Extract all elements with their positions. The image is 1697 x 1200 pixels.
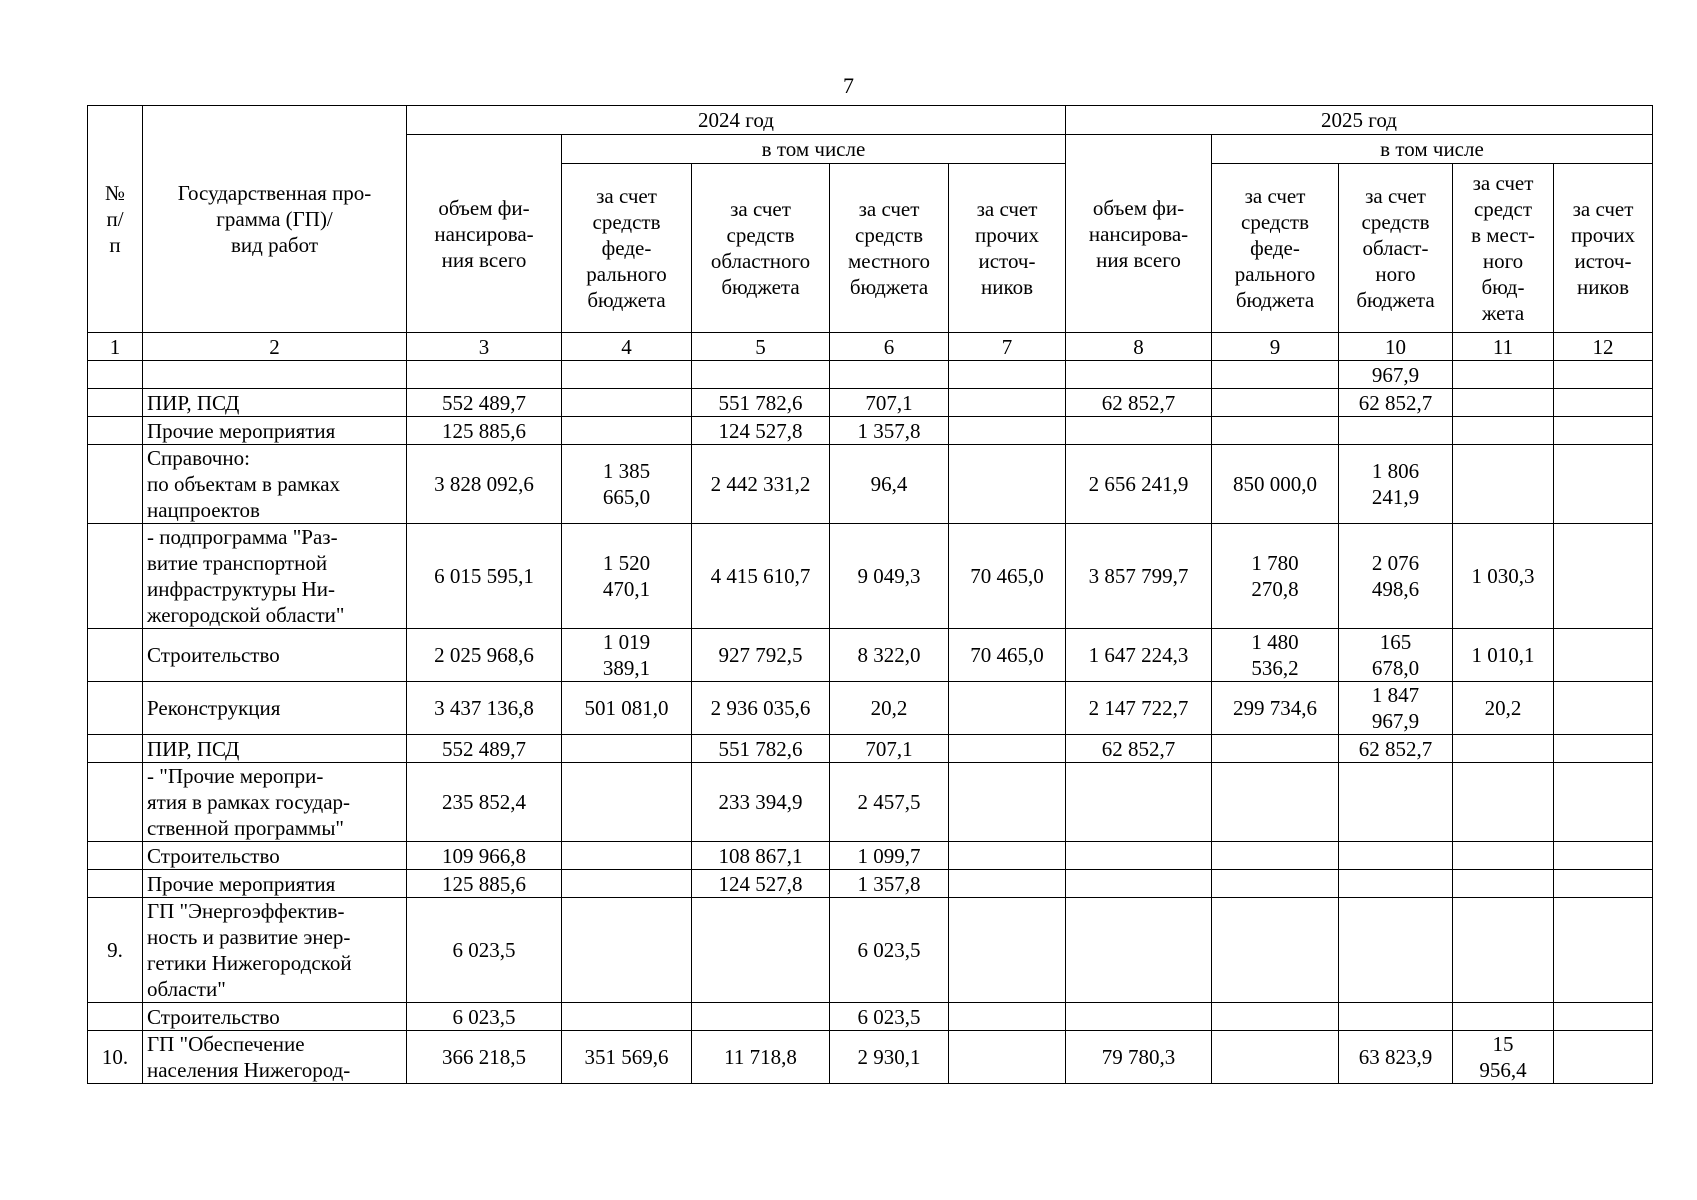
header-2025-federal: за счет средств феде- рального бюджета bbox=[1212, 164, 1339, 333]
table-cell bbox=[88, 870, 143, 898]
table-cell bbox=[88, 682, 143, 735]
header-2024-federal: за счет средств феде- рального бюджета bbox=[562, 164, 692, 333]
table-cell: 70 465,0 bbox=[949, 524, 1066, 629]
table-cell: 63 823,9 bbox=[1339, 1031, 1453, 1084]
column-number: 4 bbox=[562, 333, 692, 361]
table-cell bbox=[949, 445, 1066, 524]
table-cell bbox=[1212, 1031, 1339, 1084]
table-cell: 235 852,4 bbox=[407, 763, 562, 842]
table-cell bbox=[830, 361, 949, 389]
header-year-2024: 2024 год bbox=[407, 106, 1066, 135]
table-cell: 4 415 610,7 bbox=[692, 524, 830, 629]
column-number: 8 bbox=[1066, 333, 1212, 361]
table-cell bbox=[949, 361, 1066, 389]
table-row bbox=[88, 389, 1653, 417]
table-cell bbox=[1554, 842, 1653, 870]
table-cell bbox=[949, 389, 1066, 417]
table-cell bbox=[562, 842, 692, 870]
table-cell bbox=[1066, 870, 1212, 898]
table-cell: 20,2 bbox=[1453, 682, 1554, 735]
table-row bbox=[88, 870, 1653, 898]
table-cell: 1 357,8 bbox=[830, 417, 949, 445]
table-cell: 1 099,7 bbox=[830, 842, 949, 870]
table-cell bbox=[949, 735, 1066, 763]
table-cell: 108 867,1 bbox=[692, 842, 830, 870]
header-2024-regional: за счет средств областного бюджета bbox=[692, 164, 830, 333]
table-cell bbox=[1554, 870, 1653, 898]
table-cell bbox=[88, 389, 143, 417]
table-cell: 552 489,7 bbox=[407, 735, 562, 763]
table-cell bbox=[1339, 842, 1453, 870]
row-name-cell: ГП "Обеспечение населения Нижегород- bbox=[143, 1031, 407, 1084]
table-cell bbox=[1554, 629, 1653, 682]
table-cell bbox=[949, 1031, 1066, 1084]
table-cell: 62 852,7 bbox=[1066, 735, 1212, 763]
table-cell bbox=[562, 1003, 692, 1031]
table-cell: 299 734,6 bbox=[1212, 682, 1339, 735]
table-cell: 707,1 bbox=[830, 735, 949, 763]
table-cell bbox=[1554, 389, 1653, 417]
table-cell bbox=[1212, 389, 1339, 417]
header-2025-regional: за счет средств област- ного бюджета bbox=[1339, 164, 1453, 333]
table-cell bbox=[949, 842, 1066, 870]
table-cell: 3 857 799,7 bbox=[1066, 524, 1212, 629]
table-cell: 79 780,3 bbox=[1066, 1031, 1212, 1084]
table-cell bbox=[1066, 361, 1212, 389]
row-name-cell: - подпрограмма "Раз- витие транспортной инфраструктуры Ни- жегородской области" bbox=[143, 524, 407, 629]
table-cell bbox=[949, 682, 1066, 735]
table-cell: 1 780 270,8 bbox=[1212, 524, 1339, 629]
table-cell bbox=[1212, 763, 1339, 842]
header-2025-total: объем фи- нансирова- ния всего bbox=[1066, 135, 1212, 333]
table-row bbox=[88, 361, 1653, 389]
row-name-cell: ГП "Энергоэффектив- ность и развитие энер- гетики Нижегородской области" bbox=[143, 898, 407, 1003]
table-row bbox=[88, 417, 1653, 445]
table-cell bbox=[692, 1003, 830, 1031]
table-cell: 1 847 967,9 bbox=[1339, 682, 1453, 735]
table-cell bbox=[562, 389, 692, 417]
header-2025-local: за счет средст в мест- ного бюд- жета bbox=[1453, 164, 1554, 333]
table-cell bbox=[1554, 1003, 1653, 1031]
table-cell: 124 527,8 bbox=[692, 417, 830, 445]
table-cell bbox=[1212, 898, 1339, 1003]
table-cell: 1 357,8 bbox=[830, 870, 949, 898]
table-cell bbox=[949, 870, 1066, 898]
table-cell bbox=[1212, 417, 1339, 445]
table-cell: 62 852,7 bbox=[1339, 389, 1453, 417]
table-cell bbox=[562, 417, 692, 445]
header-program: Государственная про- грамма (ГП)/ вид работ bbox=[143, 106, 407, 333]
column-number: 6 bbox=[830, 333, 949, 361]
table-cell: 2 147 722,7 bbox=[1066, 682, 1212, 735]
table-cell: 2 442 331,2 bbox=[692, 445, 830, 524]
table-cell: 3 437 136,8 bbox=[407, 682, 562, 735]
table-cell bbox=[1339, 870, 1453, 898]
table-cell: 9. bbox=[88, 898, 143, 1003]
table-cell bbox=[949, 1003, 1066, 1031]
table-cell: 3 828 092,6 bbox=[407, 445, 562, 524]
table-cell bbox=[1554, 735, 1653, 763]
table-cell: 96,4 bbox=[830, 445, 949, 524]
table-cell bbox=[1212, 1003, 1339, 1031]
row-name-cell: Строительство bbox=[143, 629, 407, 682]
table-cell bbox=[562, 735, 692, 763]
table-cell bbox=[1453, 361, 1554, 389]
table-cell bbox=[1066, 1003, 1212, 1031]
table-row bbox=[88, 763, 1653, 842]
table-cell bbox=[1339, 763, 1453, 842]
table-cell: 9 049,3 bbox=[830, 524, 949, 629]
table-cell: 6 023,5 bbox=[407, 898, 562, 1003]
header-2024-including: в том числе bbox=[562, 135, 1066, 164]
table-cell bbox=[1554, 1031, 1653, 1084]
row-name-cell: Строительство bbox=[143, 842, 407, 870]
table-cell bbox=[1453, 735, 1554, 763]
table-cell bbox=[562, 898, 692, 1003]
table-cell bbox=[88, 361, 143, 389]
table-cell bbox=[1066, 763, 1212, 842]
table-cell: 850 000,0 bbox=[1212, 445, 1339, 524]
column-number: 5 bbox=[692, 333, 830, 361]
table-cell bbox=[692, 361, 830, 389]
header-2025-including: в том числе bbox=[1212, 135, 1653, 164]
table-cell bbox=[1554, 361, 1653, 389]
header-year-2025: 2025 год bbox=[1066, 106, 1653, 135]
table-cell bbox=[1212, 842, 1339, 870]
table-cell bbox=[949, 417, 1066, 445]
table-cell: 927 792,5 bbox=[692, 629, 830, 682]
table-cell bbox=[1212, 361, 1339, 389]
column-number: 1 bbox=[88, 333, 143, 361]
column-numbers-row bbox=[88, 333, 1653, 361]
table-cell bbox=[1453, 870, 1554, 898]
table-row bbox=[88, 682, 1653, 735]
table-row bbox=[88, 898, 1653, 1003]
row-name-cell: Справочно: по объектам в рамках нацпроектов bbox=[143, 445, 407, 524]
table-cell bbox=[1066, 842, 1212, 870]
table-row bbox=[88, 1031, 1653, 1084]
table-cell: 62 852,7 bbox=[1066, 389, 1212, 417]
table-cell bbox=[1453, 389, 1554, 417]
table-cell: 6 015 595,1 bbox=[407, 524, 562, 629]
table-cell bbox=[1453, 842, 1554, 870]
table-cell bbox=[88, 417, 143, 445]
table-cell: 1 520 470,1 bbox=[562, 524, 692, 629]
table-cell: 2 076 498,6 bbox=[1339, 524, 1453, 629]
table-cell: 62 852,7 bbox=[1339, 735, 1453, 763]
column-number: 12 bbox=[1554, 333, 1653, 361]
table-cell: 501 081,0 bbox=[562, 682, 692, 735]
table-row bbox=[88, 445, 1653, 524]
table-cell: 351 569,6 bbox=[562, 1031, 692, 1084]
table-cell: 551 782,6 bbox=[692, 389, 830, 417]
table-cell: 70 465,0 bbox=[949, 629, 1066, 682]
table-cell bbox=[1212, 735, 1339, 763]
page-number: 7 bbox=[843, 73, 854, 98]
table-cell: 233 394,9 bbox=[692, 763, 830, 842]
table-cell bbox=[88, 763, 143, 842]
table-cell bbox=[1212, 870, 1339, 898]
table-cell bbox=[1066, 417, 1212, 445]
table-row bbox=[88, 1003, 1653, 1031]
budget-table bbox=[87, 105, 1653, 1084]
table-cell bbox=[1554, 524, 1653, 629]
column-number: 10 bbox=[1339, 333, 1453, 361]
table-body bbox=[88, 361, 1653, 1084]
table-cell: 125 885,6 bbox=[407, 417, 562, 445]
header-2024-local: за счет средств местного бюджета bbox=[830, 164, 949, 333]
table-cell bbox=[1339, 898, 1453, 1003]
table-cell: 1 385 665,0 bbox=[562, 445, 692, 524]
table-cell bbox=[88, 842, 143, 870]
column-number: 11 bbox=[1453, 333, 1554, 361]
table-cell: 20,2 bbox=[830, 682, 949, 735]
table-cell: 366 218,5 bbox=[407, 1031, 562, 1084]
header-2024-other: за счет прочих источ- ников bbox=[949, 164, 1066, 333]
row-name-cell: ПИР, ПСД bbox=[143, 389, 407, 417]
table-cell bbox=[407, 361, 562, 389]
row-name-cell: Строительство bbox=[143, 1003, 407, 1031]
row-name-cell: Прочие мероприятия bbox=[143, 870, 407, 898]
table-cell: 6 023,5 bbox=[830, 898, 949, 1003]
table-cell: 11 718,8 bbox=[692, 1031, 830, 1084]
table-cell bbox=[1339, 417, 1453, 445]
table-cell bbox=[88, 524, 143, 629]
row-name-cell bbox=[143, 361, 407, 389]
table-row bbox=[88, 842, 1653, 870]
table-cell bbox=[562, 763, 692, 842]
table-cell: 551 782,6 bbox=[692, 735, 830, 763]
table-row bbox=[88, 524, 1653, 629]
table-cell bbox=[949, 763, 1066, 842]
table-cell bbox=[562, 361, 692, 389]
table-cell bbox=[1453, 763, 1554, 842]
header-2025-other: за счет прочих источ- ников bbox=[1554, 164, 1653, 333]
table-cell bbox=[1554, 763, 1653, 842]
table-cell: 1 806 241,9 bbox=[1339, 445, 1453, 524]
table-cell: 124 527,8 bbox=[692, 870, 830, 898]
table-cell: 1 010,1 bbox=[1453, 629, 1554, 682]
table-cell: 165 678,0 bbox=[1339, 629, 1453, 682]
table-cell bbox=[88, 629, 143, 682]
table-cell: 707,1 bbox=[830, 389, 949, 417]
table-cell: 2 936 035,6 bbox=[692, 682, 830, 735]
table-cell bbox=[1554, 417, 1653, 445]
table-cell: 2 025 968,6 bbox=[407, 629, 562, 682]
table-cell bbox=[1453, 1003, 1554, 1031]
table-cell: 1 030,3 bbox=[1453, 524, 1554, 629]
table-cell: 1 647 224,3 bbox=[1066, 629, 1212, 682]
row-name-cell: ПИР, ПСД bbox=[143, 735, 407, 763]
table-cell: 6 023,5 bbox=[407, 1003, 562, 1031]
table-cell bbox=[1453, 417, 1554, 445]
table-cell: 2 656 241,9 bbox=[1066, 445, 1212, 524]
table-cell: 2 457,5 bbox=[830, 763, 949, 842]
column-number: 3 bbox=[407, 333, 562, 361]
table-row bbox=[88, 735, 1653, 763]
table-row bbox=[88, 629, 1653, 682]
row-name-cell: - "Прочие меропри- ятия в рамках государ- ственной программы" bbox=[143, 763, 407, 842]
table-cell: 6 023,5 bbox=[830, 1003, 949, 1031]
table-cell: 125 885,6 bbox=[407, 870, 562, 898]
table-cell bbox=[88, 1003, 143, 1031]
table-cell bbox=[562, 870, 692, 898]
header-2024-total: объем фи- нансирова- ния всего bbox=[407, 135, 562, 333]
table-cell bbox=[1453, 898, 1554, 1003]
table-cell: 109 966,8 bbox=[407, 842, 562, 870]
table-cell: 15 956,4 bbox=[1453, 1031, 1554, 1084]
table-cell: 1 019 389,1 bbox=[562, 629, 692, 682]
table-cell bbox=[1554, 682, 1653, 735]
table-cell bbox=[88, 735, 143, 763]
table-cell: 1 480 536,2 bbox=[1212, 629, 1339, 682]
table-cell bbox=[949, 898, 1066, 1003]
table-cell: 2 930,1 bbox=[830, 1031, 949, 1084]
column-number: 2 bbox=[143, 333, 407, 361]
table-cell bbox=[1066, 898, 1212, 1003]
column-number: 9 bbox=[1212, 333, 1339, 361]
table-cell: 967,9 bbox=[1339, 361, 1453, 389]
row-name-cell: Реконструкция bbox=[143, 682, 407, 735]
row-name-cell: Прочие мероприятия bbox=[143, 417, 407, 445]
table-cell bbox=[1554, 445, 1653, 524]
table-cell: 552 489,7 bbox=[407, 389, 562, 417]
table-cell: 10. bbox=[88, 1031, 143, 1084]
table-cell bbox=[1339, 1003, 1453, 1031]
header-num: № п/ п bbox=[88, 106, 143, 333]
table-cell bbox=[692, 898, 830, 1003]
table-cell bbox=[1453, 445, 1554, 524]
column-number: 7 bbox=[949, 333, 1066, 361]
table-cell: 8 322,0 bbox=[830, 629, 949, 682]
table-cell bbox=[88, 445, 143, 524]
table-cell bbox=[1554, 898, 1653, 1003]
